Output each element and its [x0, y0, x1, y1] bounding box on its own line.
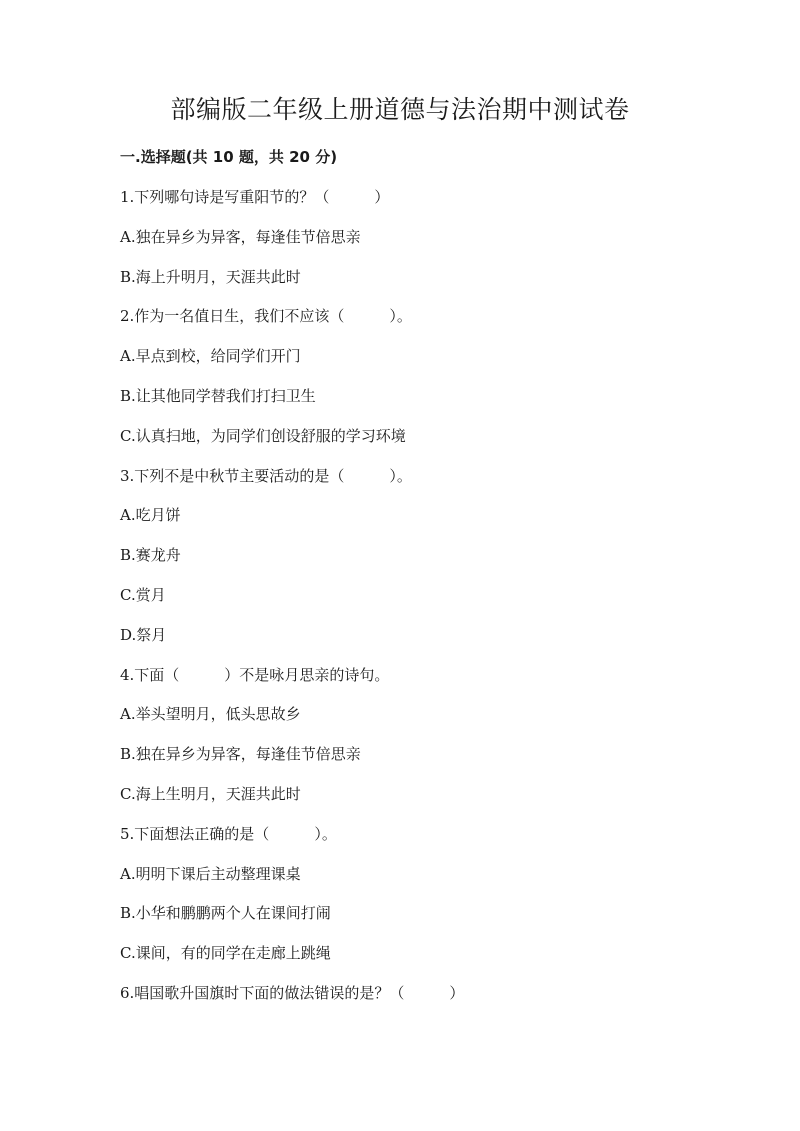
question-text: 2.作为一名值日生，我们不应该（ ）。 — [120, 307, 412, 326]
answer-option: C.赏月 — [120, 585, 166, 604]
answer-option: D.祭月 — [120, 625, 167, 644]
question-text: 4.下面（ ）不是咏月思亲的诗句。 — [120, 665, 390, 684]
answer-option: A.明明下课后主动整理课桌 — [120, 864, 301, 883]
question-text: 6.唱国歌升国旗时下面的做法错误的是？（ ） — [120, 983, 465, 1002]
section-heading: 一.选择题(共 10 题，共 20 分) — [120, 148, 338, 166]
answer-option: C.认真扫地，为同学们创设舒服的学习环境 — [120, 426, 406, 445]
answer-option: B.小华和鹏鹏两个人在课间打闹 — [120, 904, 331, 923]
answer-option: B.让其他同学替我们打扫卫生 — [120, 386, 316, 405]
answer-option: B.赛龙舟 — [120, 546, 181, 565]
answer-option: A.举头望明月，低头思故乡 — [120, 705, 301, 724]
answer-option: B.海上升明月，天涯共此时 — [120, 267, 301, 286]
answer-option: C.海上生明月，天涯共此时 — [120, 784, 301, 803]
answer-option: A.吃月饼 — [120, 506, 181, 525]
question-text: 3.下列不是中秋节主要活动的是（ ）。 — [120, 466, 412, 485]
question-text: 5.下面想法正确的是（ ）。 — [120, 824, 337, 843]
answer-option: A.独在异乡为异客，每逢佳节倍思亲 — [120, 227, 361, 246]
answer-option: A.早点到校，给同学们开门 — [120, 347, 301, 366]
page-title: 部编版二年级上册道德与法治期中测试卷 — [170, 95, 630, 124]
question-text: 1.下列哪句诗是写重阳节的？（ ） — [120, 188, 390, 206]
answer-option: B.独在异乡为异客，每逢佳节倍思亲 — [120, 745, 361, 764]
question-list — [120, 185, 720, 1021]
answer-option: C.课间，有的同学在走廊上跳绳 — [120, 944, 331, 963]
